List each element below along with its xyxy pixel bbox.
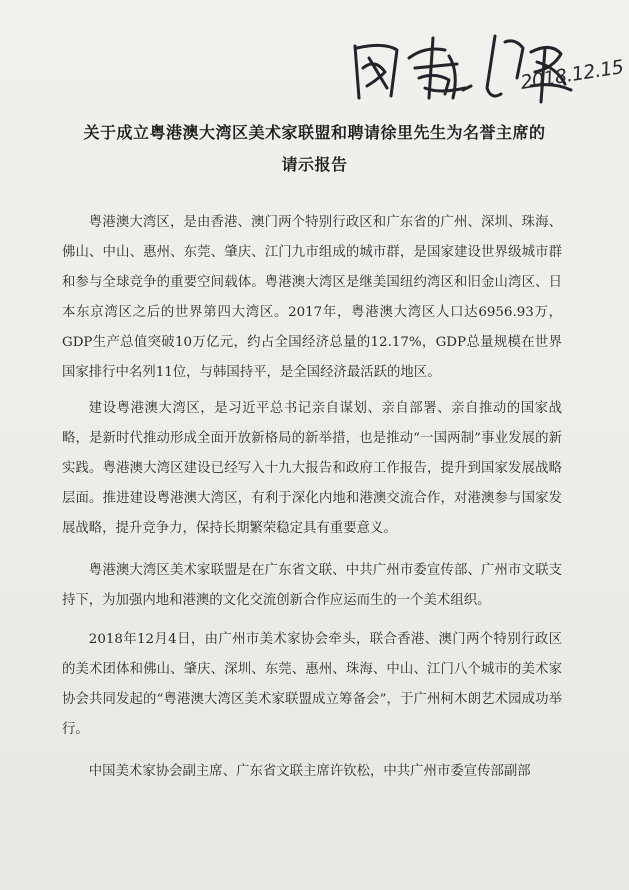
paragraph-4: 2018年12月4日，由广州市美术家协会牵头，联合香港、澳门两个特别行政区的美术团体和佛山、肇庆、深圳、东莞、惠州、珠海、中山、江门八个城市的美术家协会共同发起的“粤港澳大湾区美术家联盟成立筹备会”，于广州柯木朗艺术园成功举行。	[62, 632, 562, 737]
paragraph-5: 中国美术家协会副主席、广东省文联主席许钦松，中共广州市委宣传部副部	[88, 764, 531, 779]
paragraph-1: 粤港澳大湾区，是由香港、澳门两个特别行政区和广东省的广州、深圳、珠海、佛山、中山、惠州、东莞、肇庆、江门九市组成的城市群，是国家建设世界级城市群和参与全球竞争的重要空间载体。粤港澳大湾区是继美国纽约湾区和旧金山湾区、日本东京湾区之后的世界第四大湾区。2017年，粤港澳大湾区人口达6956.93万，GDP生产总值突破10万亿元，约占全国经济总量的12.17%，GDP总量规模在世界国家排行中名列11位，与韩国持平，是全国经济最活跃的地区。	[62, 215, 562, 380]
document-body	[62, 208, 562, 787]
paragraph-3: 粤港澳大湾区美术家联盟是在广东省文联、中共广州市委宣传部、广州市文联支持下，为加强内地和港澳的文化交流创新合作应运而生的一个美术组织。	[62, 563, 562, 608]
document-title-line-1: 关于成立粤港澳大湾区美术家联盟和聘请徐里先生为名誉主席的	[83, 123, 546, 142]
paragraph-2: 建设粤港澳大湾区，是习近平总书记亲自谋划、亲自部署、亲自推动的国家战略，是新时代推动形成全面开放新格局的新举措，也是推动“一国两制”事业发展的新实践。粤港澳大湾区建设已经写入十九大报告和政府工作报告，提升到国家发展战略层面。推进建设粤港澳大湾区，有利于深化内地和港澳交流合作，对港澳参与国家发展战略，提升竞争力，保持长期繁荣稳定具有重要意义。	[62, 401, 562, 536]
document-title-line-2: 请示报告	[281, 155, 348, 174]
signature-date: 2018.12.15	[518, 56, 625, 94]
